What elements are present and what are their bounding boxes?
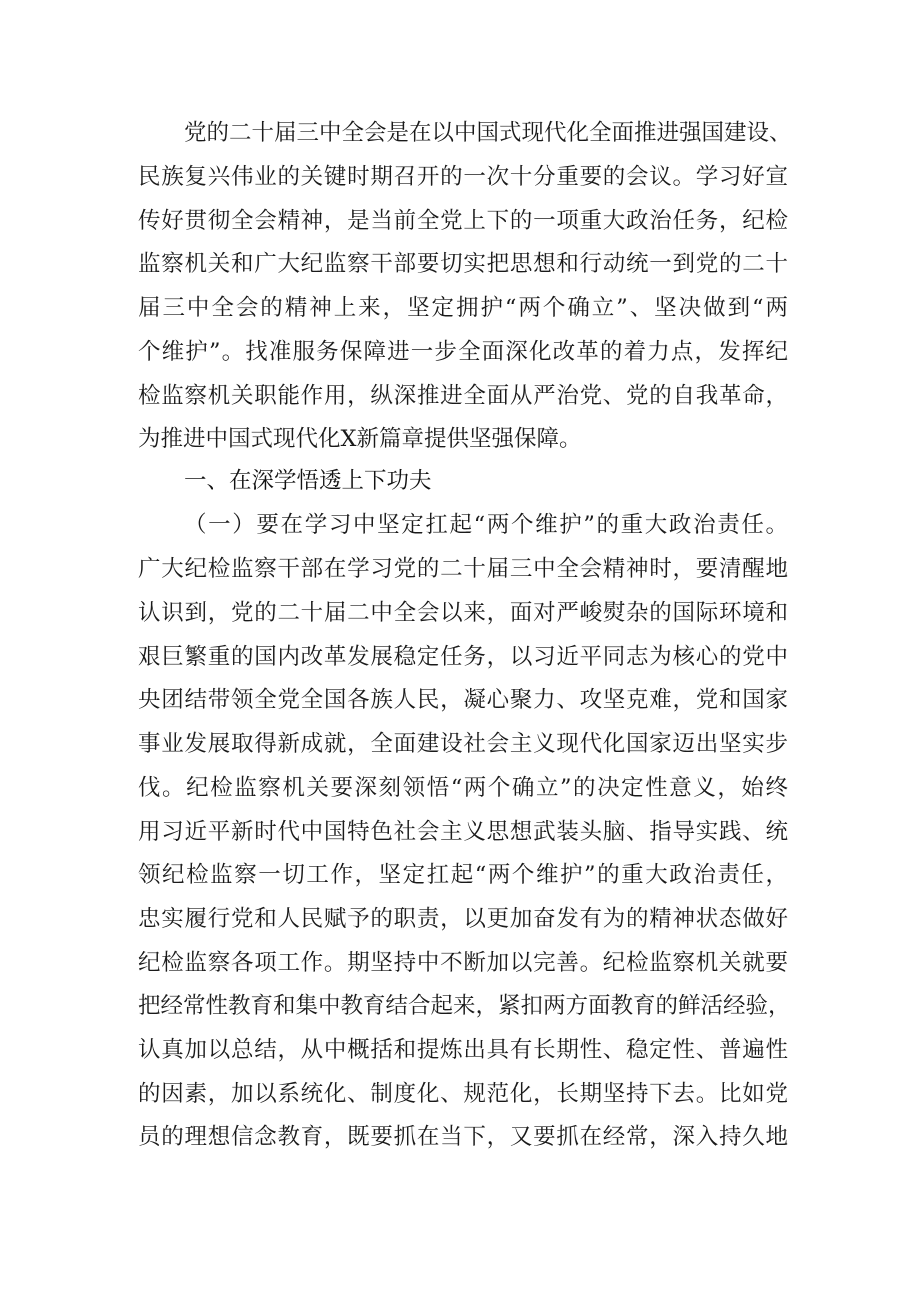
text-line: 艰巨繁重的国内改革发展稳定任务，以习近平同志为核心的党中 bbox=[138, 644, 788, 670]
text-line: 广大纪检监察干部在学习党的二十届三中全会精神时，要清醒地 bbox=[138, 556, 788, 582]
text-line: 监察机关和广大纪监察干部要切实把思想和行动统一到党的二十 bbox=[138, 251, 788, 277]
text-line: 用习近平新时代中国特色社会主义思想武装头脑、指导实践、统 bbox=[138, 819, 788, 845]
text-line: 纪检监察各项工作。期坚持中不断加以完善。纪检监察机关就要 bbox=[138, 950, 788, 976]
text-line: 的因素，加以系统化、制度化、规范化，长期坚持下去。比如党 bbox=[138, 1081, 788, 1107]
text-line: 把经常性教育和集中教育结合起来，紧扣两方面教育的鲜活经验， bbox=[138, 993, 791, 1019]
text-line: 伐。纪检监察机关要深刻领悟“两个确立”的决定性意义，始终 bbox=[138, 775, 788, 801]
text-line: 员的理想信念教育，既要抓在当下，又要抓在经常，深入持久地 bbox=[138, 1124, 788, 1150]
text-line: 为推进中国式现代化X新篇章提供坚强保障。 bbox=[138, 426, 582, 452]
text-line: 领纪检监察一切工作，坚定扛起“两个维护”的重大政治责任， bbox=[138, 862, 788, 888]
text-line: （一）要在学习中坚定扛起“两个维护”的重大政治责任。 bbox=[184, 512, 788, 538]
text-line: 党的二十届三中全会是在以中国式现代化全面推进强国建设、 bbox=[184, 120, 792, 146]
text-line: 届三中全会的精神上来，坚定拥护“两个确立”、坚决做到“两 bbox=[138, 295, 788, 321]
text-line: 个维护”。找准服务保障进一步全面深化改革的着力点，发挥纪 bbox=[138, 339, 788, 365]
text-line: 检监察机关职能作用，纵深推进全面从严治党、党的自我革命， bbox=[138, 383, 788, 409]
text-line: 忠实履行党和人民赋予的职责，以更加奋发有为的精神状态做好 bbox=[138, 906, 788, 932]
section-heading: 一、在深学悟透上下功夫 bbox=[184, 468, 432, 494]
text-line: 传好贯彻全会精神，是当前全党上下的一项重大政治任务，纪检 bbox=[138, 208, 788, 234]
text-line: 央团结带领全党全国各族人民，凝心聚力、攻坚克难，党和国家 bbox=[138, 687, 788, 713]
text-line: 事业发展取得新成就，全面建设社会主义现代化国家迈出坚实步 bbox=[138, 731, 788, 757]
text-line: 认真加以总结，从中概括和提炼出具有长期性、稳定性、普遍性 bbox=[138, 1037, 788, 1063]
text-line: 民族复兴伟业的关键时期召开的一次十分重要的会议。学习好宣 bbox=[138, 164, 788, 190]
text-line: 认识到，党的二十届二中全会以来，面对严峻熨杂的国际环境和 bbox=[138, 600, 788, 626]
